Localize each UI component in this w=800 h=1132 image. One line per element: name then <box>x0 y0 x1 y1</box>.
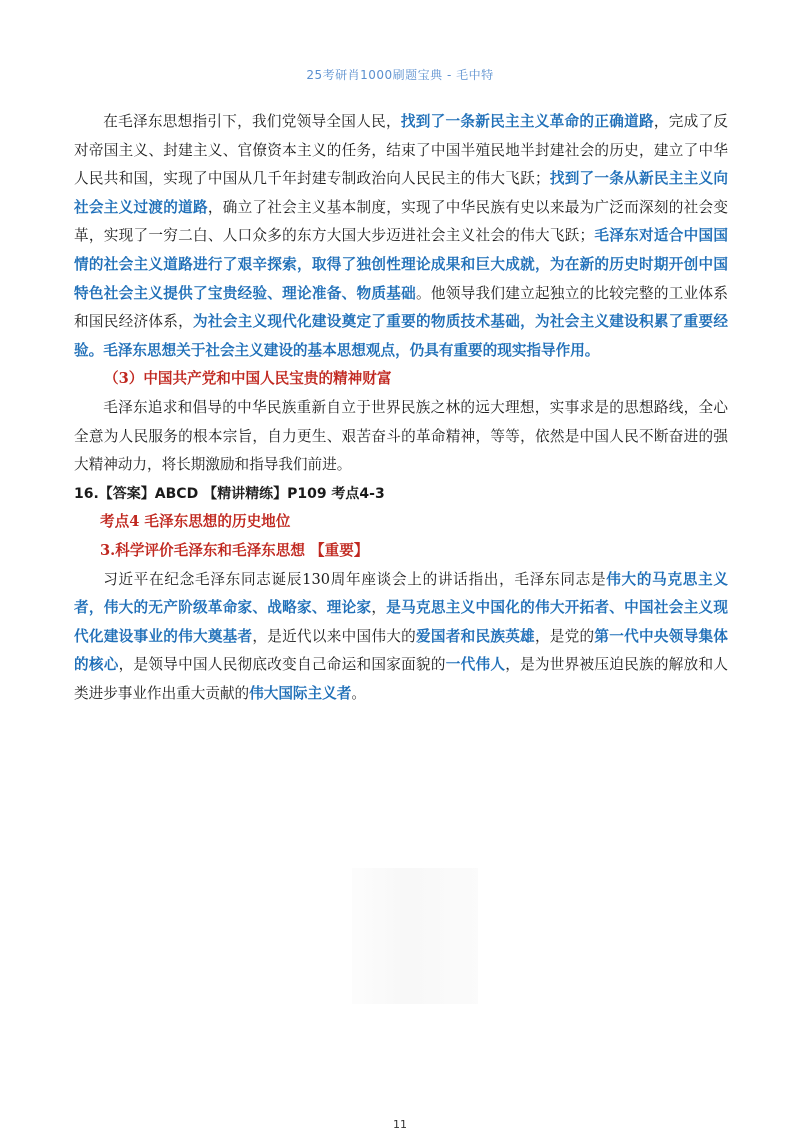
text-run: ，是党的 <box>534 627 595 645</box>
page-number: 11 <box>393 1118 407 1131</box>
highlighted-phrase: 为社会主义现代化建设奠定了重要的物质技术基础，为社会主义建设积累了重要经验。毛泽东思想关于社会主义建设的基本思想观点，仍具有重要的现实指导作用。 <box>74 313 728 359</box>
highlighted-phrase: 毛泽东对适合中国国情的社会主义道路进行了艰辛探索，取得了独创性理论成果和巨大成就，为在新的历史时期开创中国特色社会主义提供了宝贵经验、理论准备、物质基础 <box>74 227 728 302</box>
text-run: 。他领导我们建立起独立的比较完整的工业体系和国民经济体系， <box>74 284 728 331</box>
highlighted-phrase: 是马克思主义中国化的伟大开拓者、中国社会主义现代化建设事业的伟大奠基者 <box>74 599 728 645</box>
text-run: ，是领导中国人民彻底改变自己命运和国家面貌的 <box>118 656 446 674</box>
text-run: ，是近代以来中国伟大的 <box>252 627 416 645</box>
page-header: 25考研肖1000刷题宝典 - 毛中特 <box>306 68 494 82</box>
paragraph-mao-thought-guidance <box>74 108 728 365</box>
answer-line: 16.【答案】ABCD 【精讲精练】P109 考点4-3 <box>74 485 385 502</box>
document-body <box>74 108 728 708</box>
text-run: ，完成了反对帝国主义、封建主义、官僚资本主义的任务，结束了中国半殖民地半封建社会的历史，建立了中华人民共和国，实现了中国从几千年封建专制政治向人民民主的伟大飞跃； <box>74 113 728 188</box>
text-run: ，是为世界被压迫民族的解放和人类进步事业作出重大贡献的 <box>74 656 728 702</box>
text-run: ，确立了社会主义基本制度，实现了中华民族有史以来最为广泛而深刻的社会变革，实现了一穷二白、人口众多的东方大国大步迈进社会主义社会的伟大飞跃； <box>74 198 728 245</box>
text-run: 习近平在纪念毛泽东同志诞辰130周年座谈会上的讲话指出，毛泽东同志是 <box>103 570 607 588</box>
highlighted-phrase: 找到了一条新民主主义革命的正确道路 <box>400 113 654 130</box>
paragraph-spiritual-wealth: 毛泽东追求和倡导的中华民族重新自立于世界民族之林的远大理想，实事求是的思想路线，全心全意为人民服务的根本宗旨，自力更生、艰苦奋斗的革命精神，等等，依然是中国人民不断奋进的强大精神动力，将长期激励和指导我们前进。 <box>74 398 728 474</box>
text-run: 。 <box>351 684 366 702</box>
text-run: ， <box>371 599 387 617</box>
highlighted-phrase: 一代伟人 <box>445 656 506 674</box>
highlighted-phrase: 第一代中央领导集体的核心 <box>74 627 728 674</box>
highlighted-phrase: 找到了一条从新民主主义向社会主义过渡的道路 <box>74 170 728 216</box>
sub-heading-evaluation: 3.科学评价毛泽东和毛泽东思想 【重要】 <box>100 541 369 559</box>
paragraph-xi-speech <box>74 566 728 709</box>
text-run: 在毛泽东思想指引下，我们党领导全国人民， <box>103 113 401 130</box>
section-heading-spiritual-wealth: （3）中国共产党和中国人民宝贵的精神财富 <box>104 370 392 388</box>
faint-watermark-area <box>352 868 478 1004</box>
point-heading: 考点4 毛泽东思想的历史地位 <box>100 513 291 531</box>
highlighted-phrase: 爱国者和民族英雄 <box>415 627 535 645</box>
highlighted-phrase: 伟大国际主义者 <box>249 684 352 702</box>
highlighted-phrase: 伟大的马克思主义者，伟大的无产阶级革命家、战略家、理论家 <box>74 570 728 617</box>
